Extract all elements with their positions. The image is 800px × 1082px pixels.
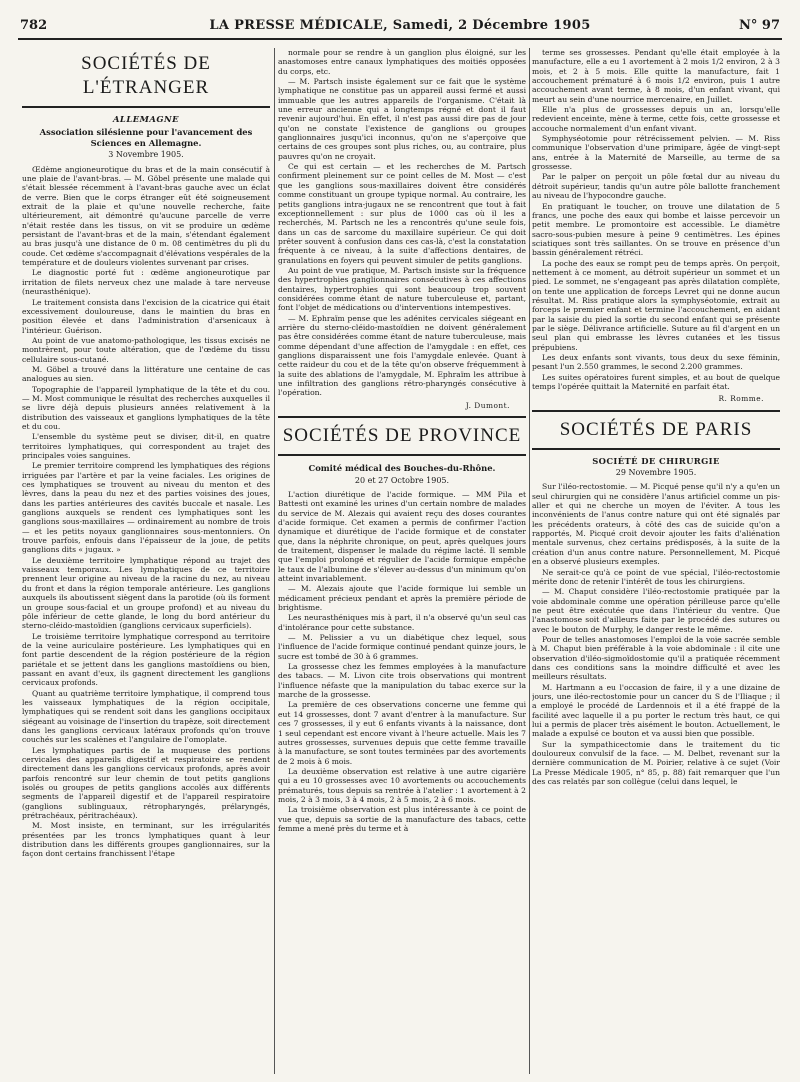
column-2 [278,48,526,1074]
paragraph: Sur la sympathicectomie dans le traitement du tic douloureux convulsif de la face. — M. Delbet, revenant sur la dernière communication de M. Poirier, relative à ce sujet (Voir La Presse Médicale 1905, n° 85, p. 88) fait remarquer que l'un des cas relatés par son collègue (celui dans lequel, le [532,739,780,787]
paragraph: La poche des eaux se rompt peu de temps après. On perçoit, nettement à ce moment, au détroit supérieur un sommet et un pied. Le sommet, ne s'engageant pas après dilatation complète, on tente une application de forceps Levret qui ne donne aucun résultat. M. Riss pratique alors la symphyséotomie, extrait au forceps le premier enfant et termine l'accouchement, en aidant par la saisie du pied la sortie du second enfant qui se présente par le siège. Délivrance artificielle. Suture au fil d'argent en un seul plan qui embrasse les lèvres cutanées et les tissus prépubiens. [532,258,780,352]
paragraph: Les lymphatiques partis de la muqueuse des portions cervicales des appareils digestif et respiratoire se rendent directement dans les ganglions cervicaux profonds, après avoir parfois rencontré sur leur chemin de tout petits ganglions isolés ou groupes de petits ganglions accolés aux différents segments de l'appareil digestif et de l'appareil respiratoire (ganglions sublinguaux, rétropharyngés, prélaryngés, prétrachéaux, péritrachéaux). [22,745,270,821]
paragraph: La troisième observation est plus intéressante à ce point de vue que, depuis sa sortie de la manufacture des tabacs, cette femme a mené près du terme et à [278,805,526,833]
paragraph: La première de ces observations concerne une femme qui eut 14 grossesses, dont 7 avant d'entrer à la manufacture. Sur ces 7 grossesses, il y eut 6 enfants vivants à la naissance, dont 1 seul cependant est encore vivant à l'heure actuelle. Mais les 7 autres grossesses, survenues depuis que cette femme travaille à la manufacture, se sont toutes terminées par des avortements de 2 mois à 6 mois. [278,700,526,766]
column-divider [274,48,275,1074]
paragraph: Elle n'a plus de grossesses depuis un an, lorsqu'elle redevient enceinte, mène à terme, cette fois, cette grossesse et accouche normalement d'un enfant vivant. [532,105,780,133]
meeting-date: 20 et 27 Octobre 1905. [354,475,450,485]
paragraph: M. Most insiste, en terminant, sur les irrégularités présentées par les troncs lymphatiques quant à leur distribution dans les différents groupes ganglionnaires, sur la façon dont certains franchissent l'étape [22,821,270,859]
meeting-date: 3 Novembre 1905. [108,150,184,160]
paragraph: Par le palper on perçoit un pôle fœtal dur au niveau du détroit supérieur, tandis qu'un autre pôle ballotte franchement au niveau de l'hypocondre gauche. [532,172,780,201]
paragraph: Le traitement consista dans l'excision de la cicatrice qui était excessivement douloureuse, dans le maintien du bras en position élevée et dans l'administration d'arsenicaux à l'intérieur. Guérison. [22,297,270,335]
paragraph: Les neurasthéniques mis à part, il n'a observé qu'un seul cas d'intolérance pour cette substance. [278,613,526,632]
section-heading-paris: SOCIÉTÉS DE PARIS [532,410,780,450]
paragraph: Quant au quatrième territoire lymphatique, il comprend tous les vaisseaux lymphatiques de la région occipitale, lymphatiques qui se rendent soit dans les ganglions occipitaux siégeant au voisinage de l'insertion du trapèze, soit directement dans les ganglions cervicaux latéraux profonds qu'on trouve couchés sur les scalènes et l'angulaire de l'omoplate. [22,688,270,745]
paragraph: Les deux enfants sont vivants, tous deux du sexe féminin, pesant l'un 2.550 grammes, le second 2.200 grammes. [532,353,780,372]
column-divider [529,48,530,1074]
column-3 [532,48,780,1074]
paragraph: — M. Pelissier a vu un diabétique chez lequel, sous l'influence de l'acide formique continué pendant quinze jours, le sucre est tombé de 30 à 6 grammes. [278,633,526,661]
paragraph: Sur l'iléo-rectostomie. — M. Picqué pense qu'il n'y a qu'en un seul chirurgien qui ne considère l'anus artificiel comme un pis-aller et qui ne cherche un moyen de l'éviter. A tous les inconvénients de l'anus contre nature qui ont été signalés par les précédents orateurs, à côté des cas de suicide qu'on a rapportés, M. Picqué croit devoir ajouter les faits d'aliénation mentale survenus, chez certains prédisposés, à la suite de la création d'un anus contre nature. Personnellement, M. Picqué en a observé plusieurs exemples. [532,482,780,567]
paragraph: Les suites opératoires furent simples, et au bout de quelque temps l'opérée quittait la Maternité en parfait état. [532,372,780,392]
society-title: SOCIÉTÉ DE CHIRURGIE [592,455,720,466]
paragraph: Topographie de l'appareil lymphatique de la tête et du cou. — M. Most communique le résultat des recherches auxquelles il se livre déjà depuis plusieurs années relativement à la distribution des vaisseaux et ganglions lymphatiques de la tête et du cou. [22,384,270,431]
article-body [532,482,780,786]
paragraph: La deuxième observation est relative à une autre cigarière qui a eu 10 grossesses avec 10 avortements ou accouchements prématurés, tous depuis sa rentrée à l'atelier : 1 avortement à 2 mois, 2 à 3 mois, 3 à 4 mois, 2 à 5 mois, 2 à 6 mois. [278,766,526,804]
author-signature: R. Romme. [718,394,764,404]
paragraph: — M. Chaput considère l'iléo-rectostomie pratiquée par la voie abdominale comme une opération périlleuse parce qu'elle ne peut être exécutée que dans l'intérieur du ventre. Que l'anastomose soit d'ailleurs faite par le procédé des sutures ou avec le bouton de Murphy, le danger reste le même. [532,587,780,634]
paragraph: L'ensemble du système peut se diviser, dit-il, en quatre territoires lymphatiques, qui correspondent au trajet des principales voies sanguines. [22,432,270,460]
article-body [278,48,526,398]
paragraph: — M. Partsch insiste également sur ce fait que le système lymphatique ne constitue pas un appareil aussi fermé et aussi immuable que les autres appareils de l'organisme. C'était là une erreur ancienne qui a longtemps régné et dont il faut revenir aujourd'hui. En effet, il n'est pas aussi dire pas de jour qu'on ne constate l'existence de ganglions ou groupes ganglionnaires jusqu'ici inconnus, qu'on ne s'aperçoive que certains de ces groupes sont plus riches, ou, au contraire, plus pauvres qu'on ne croyait. [278,77,526,161]
paragraph: Symphyséotomie pour rétrécissement pelvien. — M. Riss communique l'observation d'une primipare, âgée de vingt-sept ans, entrée à la Maternité de Marseille, au terme de sa grossesse. [532,134,780,172]
article-body [278,490,526,833]
paragraph: La grossesse chez les femmes employées à la manufacture des tabacs. — M. Livon cite trois observations qui montrent l'influence néfaste que la manipulation du tabac exerce sur la marche de la grossesse. [278,662,526,700]
article-body [22,165,270,859]
section-heading-province: SOCIÉTÉS DE PROVINCE [278,416,526,456]
page-header [18,14,782,40]
country-label: ALLEMAGNE [112,114,180,124]
page-number: 782 [20,18,48,33]
article-body [532,48,780,391]
paragraph: L'action diurétique de l'acide formique. — MM Pila et Battesti ont examiné les urines d'un certain nombre de malades du service de M. Alezais qui avaient reçu des doses courantes d'acide formique. Cet examen a permis de confirmer l'action dynamique et diurétique de l'acide formique et de constater que, dans la néphrite chronique, on peut, après quelques jours de traitement, dispenser le malade du régime lacté. Il semble que l'emploi prolongé et régulier de l'acide formique empêche le taux de l'albumine de s'élever au-dessus d'un minimum qu'on atteint invariablement. [278,489,526,583]
paragraph: terme ses grossesses. Pendant qu'elle était employée à la manufacture, elle a eu 1 avortement à 2 mois 1/2 environ, 2 à 3 mois, et 2 à 5 mois. Elle quitte la manufacture, fait 1 accouchement prématuré à 6 mois 1/2 environ, puis 1 autre accouchement avant terme, à 8 mois, d'un enfant vivant, qui meurt au sein d'une nourrice mercenaire, en Juillet. [532,48,780,104]
paragraph: — M. Alezais ajoute que l'acide formique lui semble un médicament précieux pendant et après la première période de brightisme. [278,584,526,613]
paragraph: Au point de vue anatomo-pathologique, les tissus excisés ne montrèrent, pour toute altération, que de l'œdème du tissu cellulaire sous-cutané. [22,335,270,364]
paragraph: Le diagnostic porté fut : œdème angioneurotique par irritation de filets nerveux chez une malade à tare nerveuse (neurasthénique). [22,268,270,297]
paragraph: Le premier territoire comprend les lymphatiques des régions irriguées par l'artère et par la veine faciales. Les origines de ces lymphatiques se trouvent au niveau du menton et des lèvres, dans la peau du nez et des parties voisines des joues, dans les parties antérieures des cavités buccale et nasale. Les ganglions auxquels se rendent ces lymphatiques sont les ganglions sous-maxillaires — ordinairement au nombre de trois — et les petits noyaux ganglionnaires sous-mentonniers. On trouve parfois, enfouis dans l'épaisseur de la joue, de petits ganglions dits « jugaux. » [22,461,270,555]
paragraph: En pratiquant le toucher, on trouve une dilatation de 5 francs, une poche des eaux qui bombe et laisse percevoir un petit membre. Le promontoire est accessible. Le diamètre sacro-sous-pubien mesure à peine 9 centimètres. Les épines sciatiques sont très saillantes. On se trouve en présence d'un bassin généralement rétréci. [532,201,780,258]
section-heading-etranger: SOCIÉTÉS DE L'ÉTRANGER [22,48,270,108]
issue-number: N° 97 [739,18,780,33]
paragraph: — M. Ephraïm pense que les adénites cervicales siégeant en arrière du sterno-cléido-mastoïdien ne doivent généralement pas être considérées comme étant de nature tuberculeuse, mais comme dépendant d'une affection de l'amygdale : en effet, ces ganglions disparaissent une fois l'amygdale enlevée. Quant à cette raideur du cou et de la tête qu'on observe fréquemment à la suite des ablations de l'amygdale, M. Ephraïm les attribue à une infiltration des ganglions rétro-pharyngés consécutive à l'opération. [278,313,526,398]
paragraph: M. Göbel a trouvé dans la littérature une centaine de cas analogues au sien. [22,364,270,384]
paragraph: Pour de telles anastomoses l'emploi de la voie sacrée semble à M. Chaput bien préférable à la voie abdominale : il cite une observation d'iléo-sigmoïdostomie qu'il a pratiquée récemment dans ces conditions sans la moindre difficulté et avec les meilleurs résultats. [532,634,780,682]
author-signature: J. Dumont. [465,400,510,410]
paragraph: Ne serait-ce qu'à ce point de vue spécial, l'iléo-rectostomie mérite donc de retenir l'intérêt de tous les chirurgiens. [532,567,780,586]
committee-title: Comité médical des Bouches-du-Rhône. [308,463,496,474]
column-1 [22,48,270,1074]
paragraph: Le troisième territoire lymphatique correspond au territoire de la veine auriculaire postérieure. Les lymphatiques qui en font partie descendent de la région postérieure de la région pariétale et se jettent dans les ganglions mastoïdiens ou bien, passant en avant d'eux, ils gagnent directement les ganglions cervicaux profonds. [22,631,270,688]
paragraph: normale pour se rendre à un ganglion plus éloigné, sur les anastomoses entre canaux lymphatiques des moitiés opposées du corps, etc. [278,48,526,76]
meeting-date: 29 Novembre 1905. [615,468,697,478]
paragraph: M. Hartmann a eu l'occasion de faire, il y a une dizaine de jours, une iléo-rectostomie pour un cancer du S de l'Iliaque ; il a employé le procédé de Lardennois et il a été frappé de la facilité avec laquelle il a pu porter le rectum très haut, ce qui lui a permis de placer très aisément le bouton. Actuellement, le malade a expulsé ce bouton et va aussi bien que possible. [532,682,780,739]
association-title: Association silésienne pour l'avancement des Sciences en Allemagne. [39,127,253,148]
paragraph: Œdème angioneurotique du bras et de la main consécutif à une plaie de l'avant-bras. — M. Göbel présente une malade qui s'était blessée récemment à l'avant-bras gauche avec un éclat de verre. Bien que le corps étranger eût été soigneusement extrait de la plaie et qu'une nouvelle recherche, faite ultérieurement, ait démontré qu'aucune parcelle de verre n'était restée dans les tissus, on vit se produire un œdème persistant de l'avant-bras et de la main, s'étendant également au bras jusqu'à une distance de 0 m. 08 centimètres du pli du coude. Cet œdème s'accompagnait d'élévations vespérales de la température et de douleurs violentes survenant par crises. [22,164,270,268]
paragraph: Ce qui est certain — et les recherches de M. Partsch confirment pleinement sur ce point celles de M. Most — c'est que les ganglions sous-maxillaires doivent être considérés comme constituant un groupe typique normal. Au contraire, les petits ganglions intra-jugaux ne se rencontrent que tout à fait exceptionnellement : sur plus de 1000 cas où il les a recherchés, M. Partsch ne les a rencontrés qu'une seule fois, dans un cas de sarcome du maxillaire supérieur. Ce qui doit prêter souvent à confusion dans ces cas-là, c'est la constatation fréquente à ce niveau, à la suite d'affections dentaires, de granulations en foyers qui peuvent simuler de petits ganglions. [278,162,526,265]
journal-title: LA PRESSE MÉDICALE, Samedi, 2 Décembre 1905 [209,18,591,33]
paragraph: Le deuxième territoire lymphatique répond au trajet des vaisseaux temporaux. Les lymphatiques de ce territoire prennent leur origine au niveau de la racine du nez, au niveau du front et dans la région temporale antérieure. Les ganglions auxquels ils aboutissent siègent dans la parotide (où ils forment un groupe sous-facial et un groupe profond) et au niveau du pôle inférieur de cette glande, le long du bord antérieur du sterno-cléido-mastoïdien (ganglions cervicaux superficiels). [22,555,270,631]
paragraph: Au point de vue pratique, M. Partsch insiste sur la fréquence des hypertrophies ganglionnaires consécutives à ces affections dentaires, hypertrophies qui sont beaucoup trop souvent considérées comme étant de nature tuberculeuse et, partant, font l'objet de médications ou d'interventions intempestives. [278,265,526,313]
